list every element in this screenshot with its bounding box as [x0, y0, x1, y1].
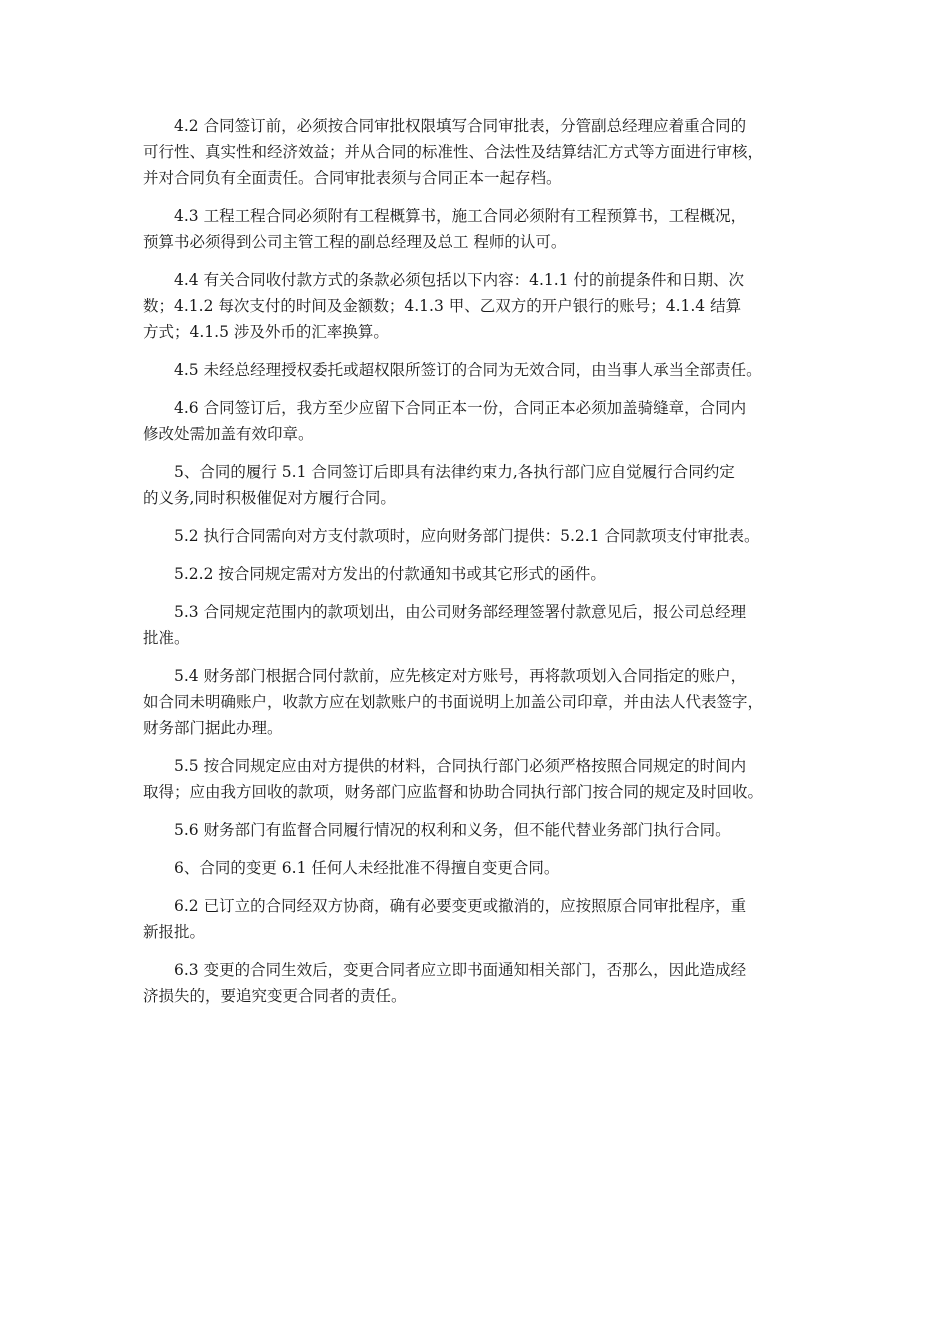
paragraph-13 [143, 855, 811, 881]
text-line: 5.2.2 按合同规定需对方发出的付款通知书或其它形式的函件。 [174, 565, 606, 583]
paragraph-10 [143, 663, 811, 741]
text-line: 5、合同的履行 5.1 合同签订后即具有法律约束力,各执行部门应自觉履行合同约定 [174, 463, 735, 481]
paragraph-2 [143, 203, 811, 255]
paragraph-7 [143, 523, 811, 549]
paragraph-5 [143, 395, 811, 447]
text-line: 数；4.1.2 每次支付的时间及金额数；4.1.3 甲、乙双方的开户银行的账号；4.1.4 结算 [143, 297, 742, 315]
paragraph-14 [143, 893, 811, 945]
document-body [143, 113, 811, 1021]
text-line: 修改处需加盖有效印章。 [143, 425, 314, 443]
text-line: 方式；4.1.5 涉及外币的汇率换算。 [143, 323, 389, 341]
text-line: 新报批。 [143, 923, 206, 941]
text-line: 4.2 合同签订前，必须按合同审批权限填写合同审批表，分管副总经理应着重合同的 [174, 117, 747, 135]
paragraph-12 [143, 817, 811, 843]
paragraph-3 [143, 267, 811, 345]
paragraph-8 [143, 561, 811, 587]
paragraph-15 [143, 957, 811, 1009]
text-line: 4.3 工程工程合同必须附有工程概算书，施工合同必须附有工程预算书，工程概况， [174, 207, 747, 225]
text-line: 4.4 有关合同收付款方式的条款必须包括以下内容：4.1.1 付的前提条件和日期、次 [174, 271, 744, 289]
text-line: 5.4 财务部门根据合同付款前，应先核定对方账号，再将款项划入合同指定的账户， [174, 667, 747, 685]
text-line: 5.2 执行合同需向对方支付款项时，应向财务部门提供：5.2.1 合同款项支付审批表。 [174, 527, 760, 545]
text-line: 5.6 财务部门有监督合同履行情况的权利和义务，但不能代替业务部门执行合同。 [174, 821, 731, 839]
text-line: 4.5 未经总经理授权委托或超权限所签订的合同为无效合同，由当事人承当全部责任。 [174, 361, 762, 379]
text-line: 如合同未明确账户，收款方应在划款账户的书面说明上加盖公司印章，并由法人代表签字， [143, 693, 764, 711]
text-line: 4.6 合同签订后，我方至少应留下合同正本一份，合同正本必须加盖骑缝章，合同内 [174, 399, 747, 417]
text-line: 6.2 已订立的合同经双方协商，确有必要变更或撤消的，应按照原合同审批程序，重 [174, 897, 747, 915]
text-line: 预算书必须得到公司主管工程的副总经理及总工 程师的认可。 [143, 233, 567, 251]
paragraph-1 [143, 113, 811, 191]
text-line: 取得；应由我方回收的款项，财务部门应监督和协助合同执行部门按合同的规定及时回收。 [143, 783, 764, 801]
text-line: 6、合同的变更 6.1 任何人未经批准不得擅自变更合同。 [174, 859, 560, 877]
text-line: 批准。 [143, 629, 190, 647]
paragraph-11 [143, 753, 811, 805]
paragraph-9 [143, 599, 811, 651]
paragraph-6 [143, 459, 811, 511]
text-line: 5.5 按合同规定应由对方提供的材料，合同执行部门必须严格按照合同规定的时间内 [174, 757, 747, 775]
text-line: 5.3 合同规定范围内的款项划出，由公司财务部经理签署付款意见后，报公司总经理 [174, 603, 747, 621]
text-line: 并对合同负有全面责任。合同审批表须与合同正本一起存档。 [143, 169, 562, 187]
text-line: 可行性、真实性和经济效益；并从合同的标准性、合法性及结算结汇方式等方面进行审核， [143, 143, 764, 161]
text-line: 的义务,同时积极催促对方履行合同。 [143, 489, 396, 507]
paragraph-4 [143, 357, 811, 383]
text-line: 济损失的，要追究变更合同者的责任。 [143, 987, 407, 1005]
text-line: 财务部门据此办理。 [143, 719, 283, 737]
text-line: 6.3 变更的合同生效后，变更合同者应立即书面通知相关部门，否那么，因此造成经 [174, 961, 747, 979]
